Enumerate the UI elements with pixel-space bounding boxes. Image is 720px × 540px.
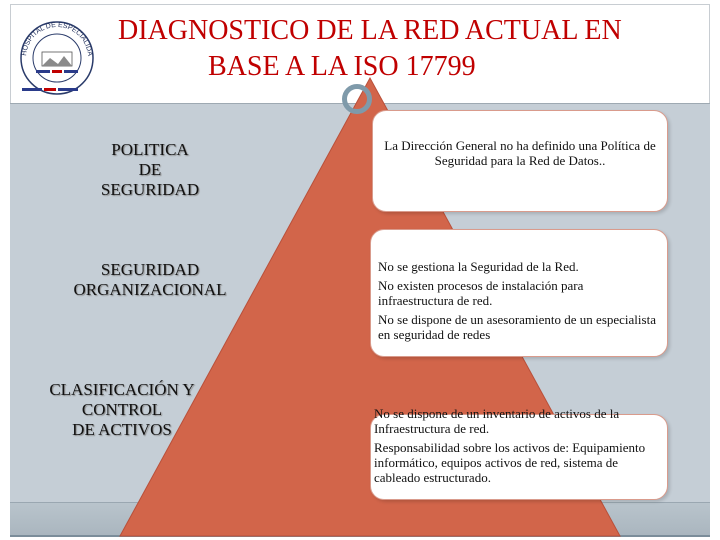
logo-text: HOSPITAL DE ESPECIALIDA [21,21,93,57]
description-paragraph: No se gestiona la Seguridad de la Red. [378,259,579,274]
description-organizacional [378,259,662,346]
description-paragraph: La Dirección General no ha definido una Política de Seguridad para la Red de Datos.. [384,138,656,168]
level-label-activos [22,380,222,440]
title-line-2: BASE A LA ISO 17799 [208,51,476,82]
description-paragraph: No se dispone de un inventario de activos de la Infraestructura de red. [374,406,620,436]
description-activos [374,406,656,489]
level-label-organizacional [50,260,250,300]
label-text: SEGURIDAD ORGANIZACIONAL [73,260,227,299]
label-text: CLASIFICACIÓN Y CONTROL DE ACTIVOS [49,380,195,439]
description-paragraph: No existen procesos de instalación para infraestructura de red. [378,278,584,308]
level-label-politica [70,140,230,200]
title-line-1: DIAGNOSTICO DE LA RED ACTUAL EN [118,15,622,46]
description-paragraph: Responsabilidad sobre los activos de: Equipamiento informático, equipos activos de red, sistema de cableado estructurado. [374,440,646,485]
decorative-ring-icon [342,84,372,114]
description-paragraph: No se dispone de un asesoramiento de un especialista en seguridad de redes [378,312,656,342]
description-politica [380,138,660,172]
label-text: POLITICA DE SEGURIDAD [100,140,200,199]
